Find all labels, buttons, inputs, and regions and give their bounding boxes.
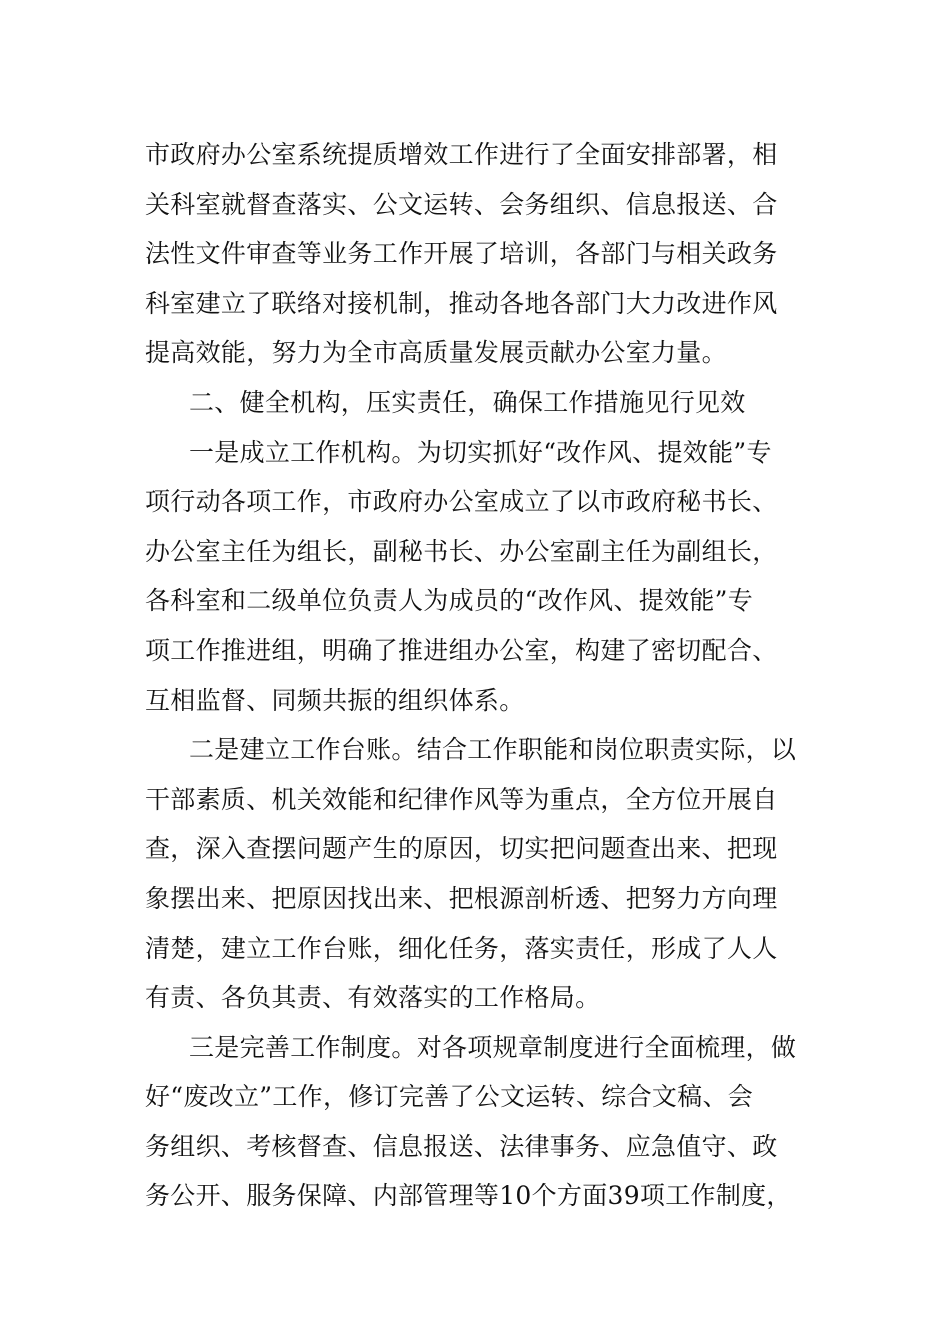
text-line: 象摆出来、把原因找出来、把根源剖析透、把努力方向理 — [145, 883, 778, 913]
text-line: 提高效能，努力为全市高质量发展贡献办公室力量。 — [145, 338, 727, 368]
text-line: 办公室主任为组长，副秘书长、办公室副主任为副组长， — [145, 536, 778, 566]
text-line: 项工作推进组，明确了推进组办公室，构建了密切配合、 — [145, 635, 778, 665]
text-line: 有责、各负其责、有效落实的工作格局。 — [145, 983, 601, 1013]
text-line: 科室建立了联络对接机制，推动各地各部门大力改进作风 — [145, 288, 778, 318]
text-line: 二是建立工作台账。结合工作职能和岗位职责实际，以 — [189, 735, 797, 765]
text-line: 市政府办公室系统提质增效工作进行了全面安排部署，相 — [145, 140, 778, 169]
text-line: 务组织、考核督查、信息报送、法律事务、应急值守、政 — [145, 1131, 778, 1161]
text-line: 清楚，建立工作台账，细化任务，落实责任，形成了人人 — [145, 933, 778, 963]
text-line: 项行动各项工作，市政府办公室成立了以市政府秘书长、 — [145, 487, 778, 517]
text-line: 一是成立工作机构。为切实抓好“改作风、提效能”专 — [189, 437, 772, 467]
section-heading: 二、健全机构，压实责任，确保工作措施见行见效 — [189, 387, 746, 417]
text-line: 关科室就督查落实、公文运转、会务组织、信息报送、合 — [145, 189, 778, 219]
text-line: 干部素质、机关效能和纪律作风等为重点，全方位开展自 — [145, 784, 778, 814]
text-line: 各科室和二级单位负责人为成员的“改作风、提效能”专 — [145, 586, 754, 616]
text-line: 法性文件审查等业务工作开展了培训，各部门与相关政务 — [145, 239, 778, 269]
text-line: 查，深入查摆问题产生的原因，切实把问题查出来、把现 — [145, 834, 778, 864]
text-line: 务公开、服务保障、内部管理等10个方面39项工作制度， — [145, 1181, 792, 1211]
text-line: 好“废改立”工作，修订完善了公文运转、综合文稿、会 — [145, 1082, 754, 1112]
text-line: 三是完善工作制度。对各项规章制度进行全面梳理，做 — [189, 1032, 797, 1062]
document-body — [145, 130, 835, 1221]
text-line: 互相监督、同频共振的组织体系。 — [145, 685, 525, 715]
